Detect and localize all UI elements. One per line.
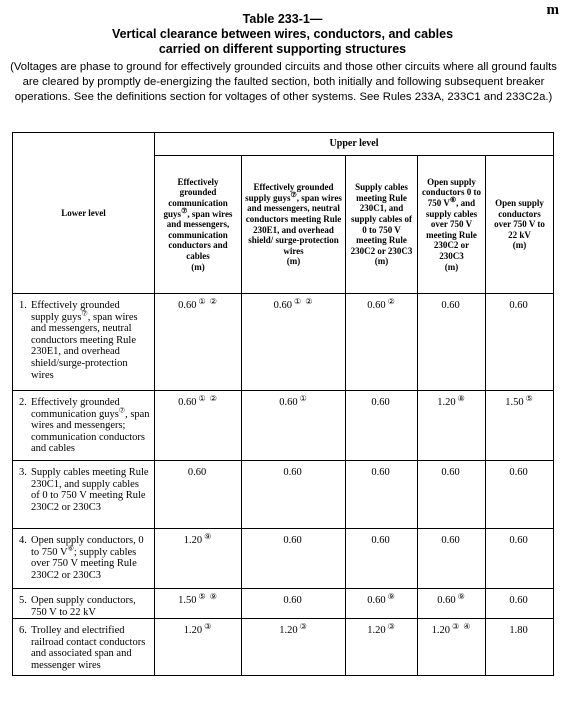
row-number: 4. xyxy=(19,535,27,546)
row-label-text: Open supply conductors, 0 to 750 V xyxy=(31,535,144,558)
column-header-text: Open supply conductors over 750 V to 22 kV xyxy=(494,198,545,240)
clearance-value-cell xyxy=(346,391,418,461)
clearance-value: 0.60 xyxy=(283,535,302,546)
clearance-value: 1.20 xyxy=(279,625,298,637)
clearance-value: 1.50 xyxy=(178,595,197,606)
row-label xyxy=(31,467,150,513)
clearance-value-cell xyxy=(418,529,486,589)
clearance-value-cell xyxy=(242,294,346,391)
column-header-3 xyxy=(346,156,418,294)
clearance-value-cell xyxy=(486,589,554,619)
footnote-marker: ② xyxy=(387,296,396,306)
row-label-text: Effectively grounded communication guys xyxy=(31,397,120,420)
clearance-value: 1.50 xyxy=(505,397,524,408)
clearance-value: 0.60 xyxy=(283,467,302,478)
clearance-value: 1.20 xyxy=(183,535,203,546)
clearance-value: 1.20 xyxy=(367,625,386,637)
footnote-marker: ⑤ xyxy=(525,393,534,403)
column-header-1 xyxy=(155,156,242,294)
footnote-marker: ⑧ xyxy=(457,393,466,403)
column-unit: (m) xyxy=(444,261,459,272)
clearance-value-cell xyxy=(155,589,242,619)
clearance-value: 0.60 xyxy=(367,300,386,311)
clearance-value: 0.60 xyxy=(279,397,298,408)
clearance-value-cell xyxy=(242,619,346,676)
column-header-text-cont: , and supply cables over 750 V meeting Rule 230C2 or 230C3 xyxy=(425,198,478,261)
footnote-marker: ⑨ xyxy=(457,591,466,601)
clearance-value-cell xyxy=(155,619,242,676)
footnote-marker: ① ② xyxy=(198,393,218,403)
clearance-value: 0.60 xyxy=(371,535,390,546)
clearance-value-cell xyxy=(486,461,554,529)
clearance-value-cell xyxy=(486,529,554,589)
table-note: (Voltages are phase to ground for effectively grounded circuits and those other circuits where all ground faults are cleared by promptly de-energizing the faulted section, both initially and following subsequent breaker operations. See the definitions section for voltages of other systems. See Rules 233A, 233C1 and 233C2a.) xyxy=(10,61,557,104)
row-number: 5. xyxy=(19,595,27,606)
clearance-value: 0.60 xyxy=(187,467,207,478)
table-row xyxy=(13,619,554,676)
clearance-value: 0.60 xyxy=(178,300,197,311)
column-header-text: Supply cables meeting Rule 230C1, and supply cables of 0 to 750 V meeting Rule 230C2 or 230C3 xyxy=(350,182,413,256)
clearance-value-cell xyxy=(242,589,346,619)
footnote-marker: ⑨ xyxy=(204,531,213,541)
clearance-value-cell xyxy=(155,461,242,529)
lower-level-cell xyxy=(13,619,155,676)
row-label-text-cont: , span wires and messengers; communication conductors and cables xyxy=(31,408,150,455)
row-label-text: Effectively grounded supply guys xyxy=(31,300,120,323)
row-label xyxy=(31,397,150,455)
clearance-value-cell xyxy=(242,529,346,589)
clearance-value: 1.20 xyxy=(183,625,203,637)
clearance-value-cell xyxy=(486,619,554,676)
footnote-marker: ③ ④ xyxy=(452,621,472,631)
clearance-value: 0.60 xyxy=(509,467,528,478)
footnote-marker: ⑦ xyxy=(290,190,297,199)
column-header-text: Effectively grounded supply guys xyxy=(245,182,334,203)
lower-level-cell xyxy=(13,294,155,391)
clearance-value: 0.60 xyxy=(371,397,390,408)
column-header-text: Effectively grounded communication guys xyxy=(163,176,228,219)
clearance-value: 0.60 xyxy=(509,535,528,546)
clearance-value: 1.20 xyxy=(431,625,451,637)
table-title: Table 233-1— xyxy=(242,12,323,26)
table-caption-line1: Vertical clearance between wires, conductors, and cables xyxy=(111,27,454,41)
column-unit: (m) xyxy=(512,240,527,251)
clearance-value-cell xyxy=(486,294,554,391)
clearance-value: 0.60 xyxy=(441,535,460,546)
footnote-marker: ① ② xyxy=(198,296,218,306)
footnote-marker: ③ xyxy=(299,621,308,631)
column-header-text-cont: , span wires and messengers, communication conductors and cables xyxy=(166,208,233,261)
table-caption-line2: carried on different supporting structures xyxy=(158,42,407,56)
column-header-4 xyxy=(418,156,486,294)
page-corner-mark: m xyxy=(546,2,559,18)
lower-level-header: Lower level xyxy=(13,133,155,294)
footnote-marker: ③ xyxy=(204,621,213,631)
clearance-value-cell xyxy=(242,391,346,461)
clearance-value-cell xyxy=(418,294,486,391)
clearance-value-cell xyxy=(346,461,418,529)
table-row xyxy=(13,589,554,619)
footnote-marker: ⑨ xyxy=(387,591,396,601)
clearance-value-cell xyxy=(418,589,486,619)
row-number: 1. xyxy=(19,300,27,311)
lower-level-cell xyxy=(13,391,155,461)
clearance-value: 1.20 xyxy=(437,397,456,408)
clearance-value: 1.80 xyxy=(509,625,528,637)
clearance-value: 0.60 xyxy=(273,300,293,311)
row-label-text: Open supply conductors, 750 V to 22 kV xyxy=(31,595,136,618)
upper-level-header: Upper level xyxy=(155,133,554,156)
row-label-text: Supply cables meeting Rule 230C1, and supply cables of 0 to 750 V meeting Rule 230C2 or 230C3 xyxy=(31,467,149,513)
lower-level-cell xyxy=(13,529,155,589)
clearance-value-cell xyxy=(155,529,242,589)
footnote-marker: ③ xyxy=(387,621,396,631)
footnote-marker: ① xyxy=(299,393,308,403)
footnote-marker: ⑦ xyxy=(181,206,188,215)
row-number: 6. xyxy=(19,625,27,637)
clearance-value: 0.60 xyxy=(283,595,302,606)
clearance-value-cell xyxy=(155,294,242,391)
row-label-text: Trolley and electrified railroad contact conductors and associated span and messenger wires xyxy=(31,625,146,671)
footnote-marker: ⑥ xyxy=(67,544,74,553)
clearance-value: 0.60 xyxy=(371,467,390,478)
column-unit: (m) xyxy=(286,256,301,267)
clearance-value-cell xyxy=(242,461,346,529)
lower-level-cell xyxy=(13,589,155,619)
footnote-marker: ⑦ xyxy=(118,406,126,415)
clearance-value-cell xyxy=(346,294,418,391)
column-unit: (m) xyxy=(191,261,205,272)
footnote-marker: ⑦ xyxy=(81,309,88,318)
row-number: 2. xyxy=(19,397,27,408)
row-label-text-cont: ; supply cables over 750 V meeting Rule 230C2 or 230C3 xyxy=(31,546,137,581)
clearance-value-cell xyxy=(486,391,554,461)
table-row xyxy=(13,529,554,589)
row-label xyxy=(31,595,150,618)
column-header-text-cont: , span wires and messengers, neutral conductors meeting Rule 230E1, and overhead shield/ surge-protection wires xyxy=(245,192,342,256)
column-unit: (m) xyxy=(374,256,389,267)
clearance-value: 0.60 xyxy=(441,467,460,478)
column-header-2 xyxy=(242,156,346,294)
row-label xyxy=(31,535,150,581)
row-label xyxy=(31,300,150,381)
clearance-value-cell xyxy=(155,391,242,461)
clearance-value: 0.60 xyxy=(441,300,460,311)
table-caption xyxy=(0,27,565,57)
lower-level-cell xyxy=(13,461,155,529)
footnote-marker: ⑥ xyxy=(449,196,457,205)
footnote-marker: ⑤ ⑨ xyxy=(198,591,218,601)
clearance-value-cell xyxy=(418,619,486,676)
row-number: 3. xyxy=(19,467,27,478)
clearance-value-cell xyxy=(346,619,418,676)
clearance-value-cell xyxy=(346,529,418,589)
clearance-value: 0.60 xyxy=(178,397,197,408)
column-header-text: Open supply conductors 0 to 750 V xyxy=(422,176,481,209)
clearance-value: 0.60 xyxy=(437,595,456,606)
clearance-value-cell xyxy=(346,589,418,619)
table-row xyxy=(13,391,554,461)
clearance-value: 0.60 xyxy=(367,595,386,606)
clearance-value: 0.60 xyxy=(509,300,528,311)
table-row xyxy=(13,461,554,529)
row-label-text-cont: , span wires and messengers, neutral conductors meeting Rule 230E1, and overhead shield/surge-protection wires xyxy=(31,311,138,381)
clearance-value: 0.60 xyxy=(509,595,528,606)
table-row xyxy=(13,294,554,391)
clearance-table xyxy=(12,132,554,676)
clearance-value-cell xyxy=(418,461,486,529)
column-header-5 xyxy=(486,156,554,294)
footnote-marker: ① ② xyxy=(294,296,314,306)
row-label xyxy=(31,625,150,671)
clearance-value-cell xyxy=(418,391,486,461)
